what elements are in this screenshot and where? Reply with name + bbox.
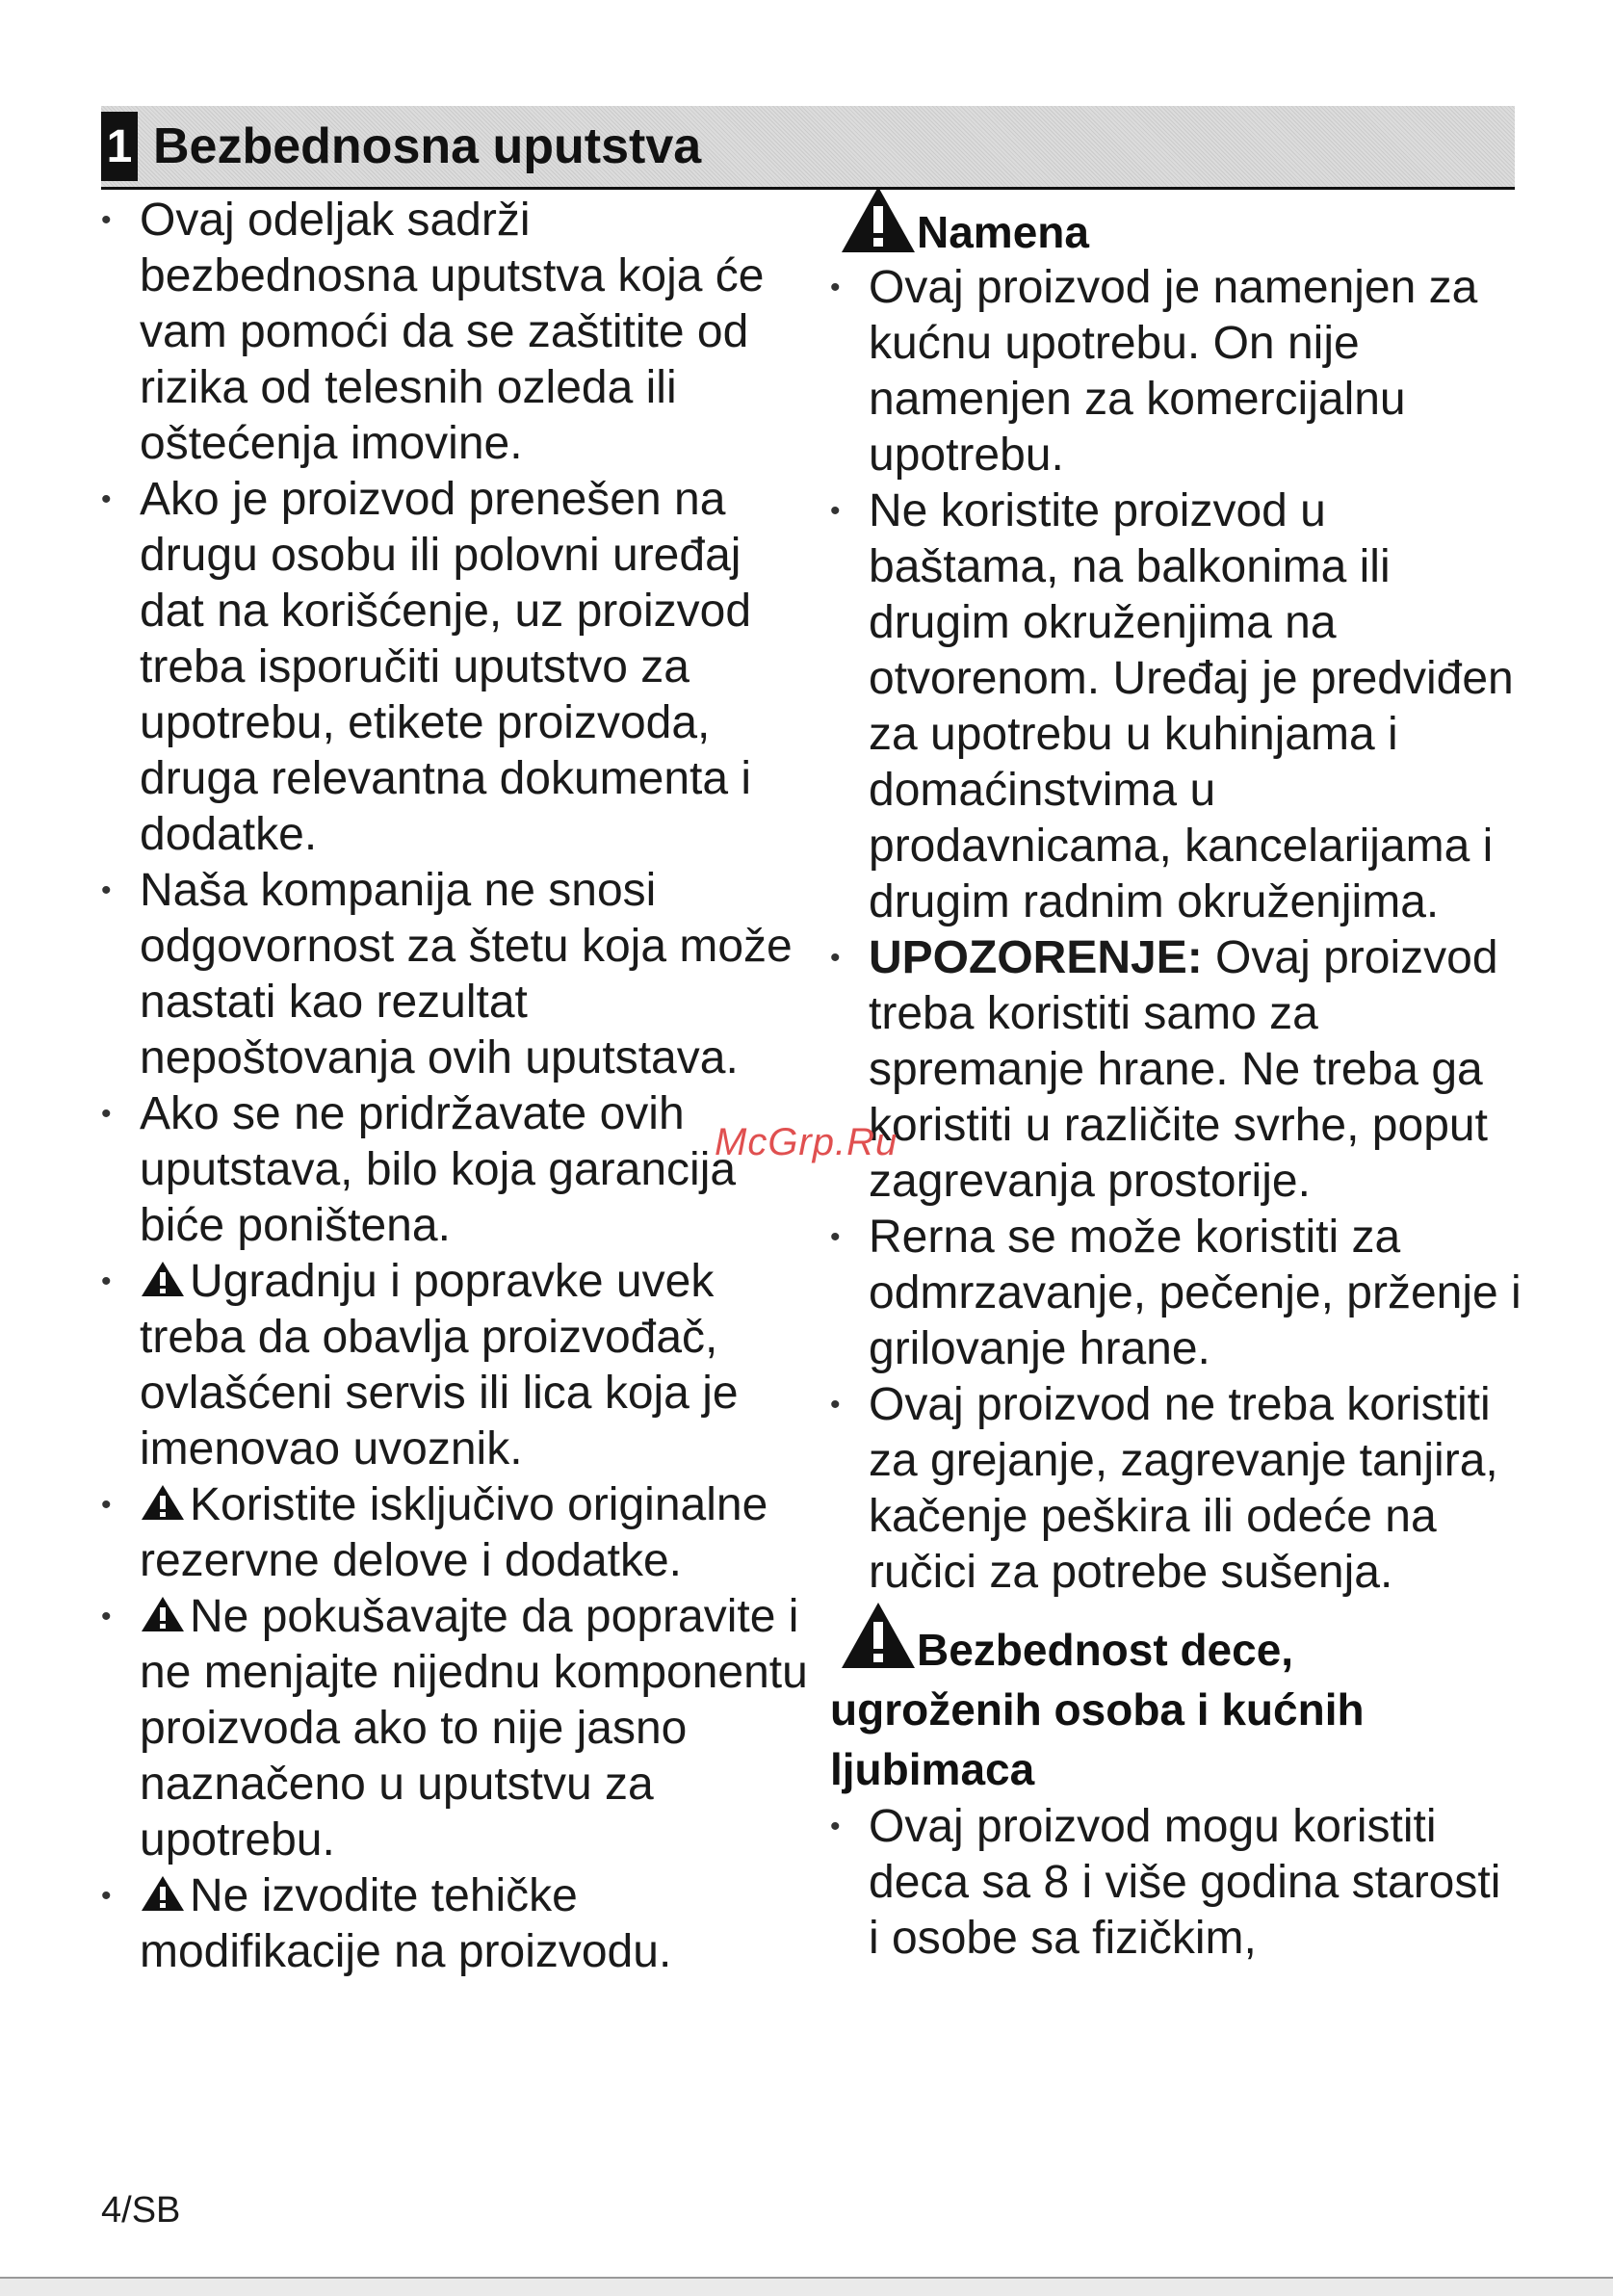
warning-triangle-icon: [140, 1260, 186, 1298]
list-item-text: Ne pokušavajte da popravite i ne menjajte nijednu komponentu proizvoda ako to nije jasno naznačeno u uputstvu za upotrebu.: [140, 1591, 808, 1866]
warning-triangle-icon: [140, 1874, 186, 1913]
list-item-text: Ovaj odeljak sadrži bezbednosna uputstva koja će vam pomoći da se zaštitite od rizika od telesnih ozleda ili oštećenja imovine.: [140, 195, 765, 469]
section-title: Bezbednosna uputstva: [153, 118, 702, 174]
list-item-text: Rerna se može koristiti za odmrzavanje, pečenje, prženje i grilovanje hrane.: [869, 1212, 1522, 1374]
warning-label: UPOZORENJE:: [869, 932, 1203, 983]
list-item-text: Ne izvodite tehičke modifikacije na proizvodu.: [140, 1870, 672, 1977]
safety-list-item: [101, 1589, 814, 1868]
safety-list-item: [101, 193, 814, 472]
list-item-text: Ako se ne pridržavate ovih uputstava, bilo koja garancija biće poništena.: [140, 1088, 737, 1251]
page-number: 4/SB: [101, 2190, 181, 2231]
warning-triangle-icon: [140, 1483, 186, 1522]
left-column: [101, 193, 814, 1980]
children-list: [830, 1799, 1523, 1967]
right-column: [830, 193, 1523, 1967]
bottom-rule: [0, 2277, 1613, 2296]
safety-list: [101, 193, 814, 1980]
list-item-text: Ovaj proizvod treba koristiti samo za spremanje hrane. Ne treba ga koristiti u različite svrhe, poput zagrevanja prostorije.: [869, 932, 1498, 1207]
list-item-text: Ne koristite proizvod u baštama, na balkonima ili drugim okruženjima na otvorenom. Uređaj je predviđen za upotrebu u kuhinjama i domaćinstvima u prodavnicama, kancelarijama i drugim radnim okruženjima.: [869, 485, 1514, 927]
namena-list-item: [830, 483, 1523, 930]
namena-heading-text: Namena: [917, 207, 1089, 257]
list-item-text: Ugradnju i popravke uvek treba da obavlja proizvođač, ovlašćeni servis ili lica koja je imenovao uvoznik.: [140, 1256, 739, 1474]
section-number: 1: [101, 112, 138, 181]
children-heading-text-1: Bezbednost dece,: [917, 1625, 1294, 1675]
safety-list-item: [101, 1254, 814, 1477]
namena-list: [830, 260, 1523, 1601]
children-heading: [830, 1620, 1523, 1799]
safety-list-item: [101, 863, 814, 1086]
namena-list-item: [830, 1210, 1523, 1377]
namena-list-item: [830, 930, 1523, 1210]
watermark: McGrp.Ru: [715, 1121, 898, 1163]
namena-list-item: [830, 1377, 1523, 1601]
children-list-item: [830, 1799, 1523, 1967]
warning-triangle-icon: [140, 1595, 186, 1633]
list-item-text: Naša kompanija ne snosi odgovornost za štetu koja može nastati kao rezultat nepoštovanja ovih uputstava.: [140, 865, 793, 1083]
safety-list-item: [101, 1868, 814, 1980]
list-item-text: Ovaj proizvod mogu koristiti deca sa 8 i više godina starosti i osobe sa fizičkim,: [869, 1801, 1501, 1964]
list-item-text: Ako je proizvod prenešen na drugu osobu ili polovni uređaj dat na korišćenje, uz proizvod treba isporučiti uputstvo za upotrebu, etikete proizvoda, druga relevantna dokumenta i dodatke.: [140, 474, 752, 860]
safety-list-item: [101, 472, 814, 863]
namena-list-item: [830, 260, 1523, 483]
warning-triangle-icon: [840, 183, 917, 256]
namena-heading: [830, 204, 1523, 260]
list-item-text: Ovaj proizvod ne treba koristiti za grejanje, zagrevanje tanjira, kačenje peškira ili odeće na ručici za potrebe sušenja.: [869, 1379, 1498, 1598]
list-item-text: Koristite isključivo originalne rezervne delove i dodatke.: [140, 1479, 768, 1586]
children-heading-line1: [830, 1620, 1293, 1680]
children-heading-text-3: ljubimaca: [830, 1744, 1035, 1794]
safety-list-item: [101, 1086, 814, 1254]
section-header: [101, 106, 1515, 190]
warning-triangle-icon: [840, 1599, 917, 1672]
children-heading-text-2: ugroženih osoba i kućnih: [830, 1684, 1365, 1735]
safety-list-item: [101, 1477, 814, 1589]
list-item-text: Ovaj proizvod je namenjen za kućnu upotrebu. On nije namenjen za komercijalnu upotrebu.: [869, 262, 1478, 481]
